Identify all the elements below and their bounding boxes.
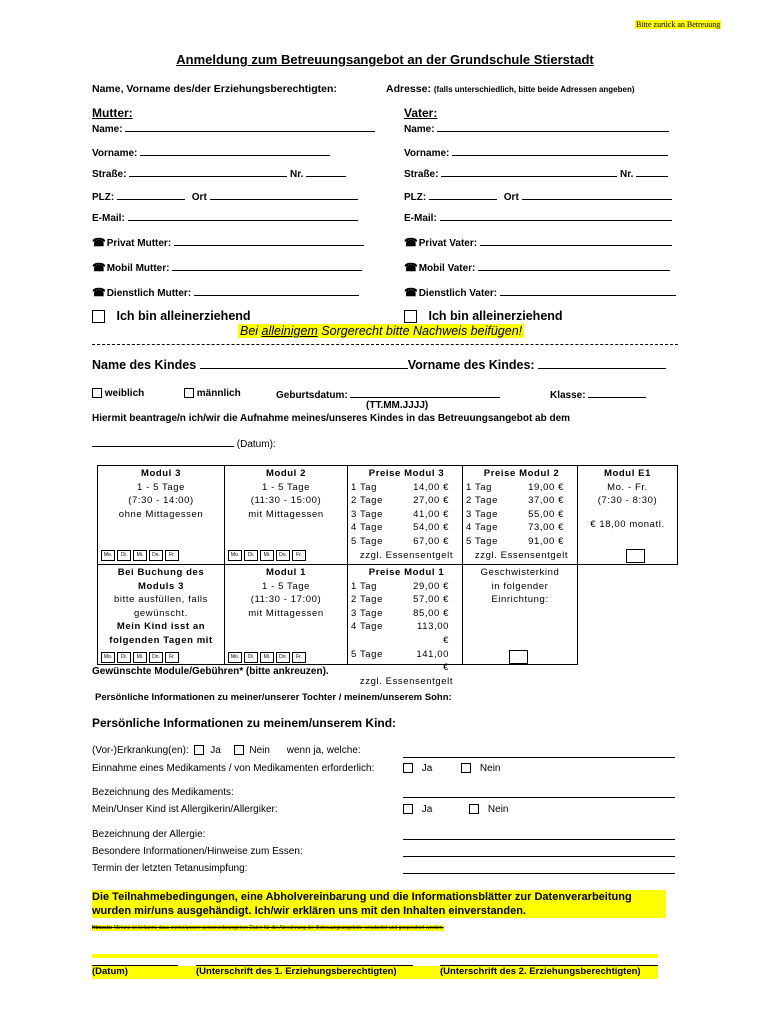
modul3-days [101,550,181,561]
father-privat-label: Privat Vater: [418,238,478,249]
mother-strasse-label: Straße: [92,169,127,180]
preise3-note: zzgl. Essensentgelt [359,549,454,561]
mother-name-row [92,122,375,135]
mother-mobil-label: Mobil Mutter: [106,263,170,274]
mother-nr-label: Nr. [290,169,304,180]
price-value: 27,00 € [413,495,449,507]
mother-allein-row [92,309,251,323]
allergiker-options [403,804,508,815]
price-row [351,607,462,621]
address-label: Adresse: [386,83,431,95]
sorgerecht-note [238,324,524,338]
child-vorname-field[interactable] [538,359,666,369]
bez-allergie-field[interactable] [403,830,675,840]
buchung-cell [97,564,225,665]
sig-1-label: (Unterschrift des 1. Erziehungsberechtigten) [196,966,397,977]
father-privat-row [404,236,672,249]
price-row [466,494,577,508]
pers-info-2: Persönliche Informationen zu meinem/unserem Kind: [92,716,397,730]
datum-row [92,437,276,450]
price-days: 4 Tage [351,522,383,534]
price-value: 67,00 € [413,535,449,547]
price-days: 3 Tage [466,508,498,520]
day-checkbox-do[interactable]: Do. [276,652,290,663]
mother-ort-field[interactable] [210,190,358,200]
datum-field[interactable] [92,437,234,447]
modulE1-line1: Mo. - Fr. [607,481,648,493]
mother-allein-checkbox[interactable] [92,310,105,323]
maennlich-label: männlich [196,388,241,399]
modul1-days [228,652,308,663]
modulE1-price: € 18,00 monatl. [590,518,665,530]
day-checkbox-mi[interactable]: Mi. [133,652,147,663]
mother-name-field[interactable] [125,122,375,132]
preise1-note: zzgl. Essensentgelt [359,675,454,687]
father-mobil-row [404,261,670,274]
erkrankung-label: (Vor-)Erkrankung(en): [92,745,189,756]
buchung-line4: gewünscht. [133,607,189,619]
mother-plz-label: PLZ: [92,192,115,203]
father-allein-label: Ich bin alleinerziehend [428,309,563,323]
allergiker-nein-checkbox[interactable] [469,804,479,814]
father-allein-row [404,309,563,323]
father-nr-field[interactable] [636,167,668,177]
erkrankung-ja-checkbox[interactable] [194,745,204,755]
preise2-title: Preise Modul 2 [483,468,560,479]
phone-icon: ☎ [404,262,418,274]
father-plz-row [404,190,672,203]
hinweis [92,925,444,931]
day-checkbox-fr[interactable]: Fr. [165,652,179,663]
pers-info-1: Persönliche Informationen zu meiner/unserer Tochter / meinem/unserem Sohn: [95,692,452,703]
phone-icon: ☎ [92,237,106,249]
day-checkbox-mo[interactable]: Mo. [228,550,242,561]
price-days: 3 Tage [351,508,383,520]
mother-heading: Mutter: [92,106,133,120]
price-row [351,494,462,508]
price-value: 55,00 € [528,508,564,520]
price-days: 5 Tage [351,535,383,547]
mother-strasse-field[interactable] [129,167,287,177]
mother-vorname-label: Vorname: [92,148,138,159]
mother-plz-row [92,190,358,203]
mother-plz-field[interactable] [117,190,185,200]
modul2-days [228,550,308,561]
allergiker-label: Mein/Unser Kind ist Allergikerin/Allergiker: [92,804,278,815]
geschwister-cell [462,564,578,665]
day-checkbox-mi[interactable]: Mi. [260,652,274,663]
dashed-divider [92,344,678,345]
price-value: 29,00 € [413,580,449,592]
father-email-row [404,211,672,224]
father-vorname-label: Vorname: [404,148,450,159]
modul1-title: Modul 1 [265,567,307,578]
day-checkbox-di[interactable]: Di. [117,550,131,561]
child-vorname-label: Vorname des Kindes: [407,358,535,372]
maennlich-checkbox[interactable] [184,388,194,398]
day-checkbox-di[interactable]: Di. [244,652,258,663]
buchung-line1: Bei Buchung des [117,567,205,578]
price-days: 2 Tage [351,495,383,507]
price-days: 1 Tag [351,481,378,493]
mother-mobil-row [92,261,362,274]
father-email-label: E-Mail: [404,213,437,224]
price-value: 14,00 € [413,481,449,493]
buchung-line6: folgenden Tagen mit [109,634,213,646]
father-email-field[interactable] [440,211,672,221]
father-nr-label: Nr. [620,169,634,180]
father-dienst-row [404,286,676,299]
mother-privat-label: Privat Mutter: [106,238,172,249]
page-title: Anmeldung zum Betreuungsangebot an der Grundschule Stierstadt [176,52,594,67]
essen-label: Besondere Informationen/Hinweise zum Essen: [92,846,303,857]
hinweis-label: Hinweis: [92,925,113,931]
modulE1-cell [577,465,678,565]
sorgerecht-post: Sorgerecht bitte Nachweis beifügen! [317,324,523,338]
price-row [351,648,462,675]
modulE1-title: Modul E1 [603,468,652,479]
price-row [351,535,462,549]
price-days: 2 Tage [466,495,498,507]
geschwister-line1: Geschwisterkind [480,567,560,578]
price-row [351,521,462,535]
father-plz-label: PLZ: [404,192,427,203]
price-row [466,508,577,522]
mother-nr-field[interactable] [306,167,346,177]
day-checkbox-do[interactable]: Do. [149,550,163,561]
day-checkbox-do[interactable]: Do. [149,652,163,663]
father-name-label: Name: [404,124,435,135]
geschwister-line3: Einrichtung: [491,594,549,606]
modul2-line3: mit Mittagessen [248,508,324,520]
price-row [351,580,462,594]
mother-dienst-field[interactable] [194,286,359,296]
father-mobil-field[interactable] [478,261,670,271]
price-row [351,481,462,495]
child-name-label: Name des Kindes [92,358,197,372]
price-row [466,481,577,495]
klasse-label: Klasse: [550,390,586,401]
price-days: 2 Tage [351,594,383,606]
father-name-field[interactable] [437,122,669,132]
phone-icon: ☎ [404,287,418,299]
father-allein-checkbox[interactable] [404,310,417,323]
price-days: 4 Tage [466,522,498,534]
preise2-note: zzgl. Essensentgelt [474,549,569,561]
child-name-field[interactable] [200,359,408,369]
phone-icon: ☎ [92,262,106,274]
price-value: 57,00 € [413,594,449,606]
teilnahme-block [92,890,666,918]
modul3-title: Modul 3 [140,468,182,479]
medikament-options [403,763,500,774]
top-note: Bitte zurück an Betreuung [636,20,721,29]
modulE1-checkbox[interactable] [626,549,645,563]
father-privat-field[interactable] [480,236,672,246]
modul2-line1: 1 - 5 Tage [261,481,311,493]
geschwister-line2: in folgender [491,580,549,592]
weiblich-checkbox[interactable] [92,388,102,398]
day-checkbox-fr[interactable]: Fr. [165,550,179,561]
allergiker-ja-label: Ja [421,804,433,815]
modul1-line3: mit Mittagessen [248,607,324,619]
sorgerecht-emphasis: alleinigem [261,324,318,338]
mother-allein-label: Ich bin alleinerziehend [116,309,251,323]
mother-vorname-field[interactable] [140,146,330,156]
modul3-line3: ohne Mittagessen [118,508,204,520]
medikament-nein-label: Nein [479,763,501,774]
klasse-row [550,388,646,401]
modul3-line1: 1 - 5 Tage [136,481,186,493]
mother-vorname-row [92,146,330,159]
datum-label: (Datum): [236,439,276,450]
father-dienst-field[interactable] [500,286,676,296]
price-value: 54,00 € [413,522,449,534]
modul1-line1: 1 - 5 Tage [261,580,311,592]
medikament-nein-checkbox[interactable] [461,763,471,773]
geburtsdatum-format: (TT.MM.JJJJ) [366,400,429,411]
day-checkbox-mo[interactable]: Mo. [101,550,115,561]
guardian-name-label: Name, Vorname des/der Erziehungsberechtigten: [92,83,337,95]
erkrankung-row [92,745,361,756]
father-ort-label: Ort [503,192,519,203]
father-mobil-label: Mobil Vater: [418,263,476,274]
sig-2-label: (Unterschrift des 2. Erziehungsberechtigten) [440,966,641,977]
price-days: 1 Tag [466,481,493,493]
weiblich-label: weiblich [104,388,145,399]
teilnahme-line2: wurden mir/uns ausgehändigt. Ich/wir erklären uns mit den Inhalten einverstanden. [92,905,526,917]
klasse-field[interactable] [588,388,646,398]
modul3-cell [97,465,225,565]
mother-ort-label: Ort [191,192,207,203]
child-gender-row-2 [184,388,241,399]
day-checkbox-fr[interactable]: Fr. [292,550,306,561]
price-row [351,620,462,647]
bez-medikament-label: Bezeichnung des Medikaments: [92,787,234,798]
essen-field[interactable] [403,847,675,857]
price-value: 91,00 € [528,535,564,547]
medikament-ja-checkbox[interactable] [403,763,413,773]
phone-icon: ☎ [92,287,106,299]
price-days: 5 Tage [351,648,383,660]
modul1-cell [224,564,348,665]
day-checkbox-mo[interactable]: Mo. [101,652,115,663]
bez-medikament-field[interactable] [403,788,675,798]
day-checkbox-di[interactable]: Di. [117,652,131,663]
father-vorname-field[interactable] [452,146,668,156]
buchung-line2: Moduls 3 [138,580,184,592]
day-checkbox-mo[interactable]: Mo. [228,652,242,663]
mother-strasse-row [92,167,346,180]
father-strasse-field[interactable] [441,167,617,177]
medikament-label: Einnahme eines Medikaments / von Medikamenten erforderlich: [92,763,375,774]
day-checkbox-di[interactable]: Di. [244,550,258,561]
child-gender-row [92,388,144,399]
address-hint: (falls unterschiedlich, bitte beide Adressen angeben) [433,85,635,94]
erkrankung-nein-checkbox[interactable] [234,745,244,755]
modul3-line2: (7:30 - 14:00) [128,495,194,507]
day-checkbox-fr[interactable]: Fr. [292,652,306,663]
price-value: 73,00 € [528,522,564,534]
modules-note: Gewünschte Module/Gebühren* (bitte ankreuzen). [92,666,329,677]
day-checkbox-mi[interactable]: Mi. [260,550,274,561]
price-row [466,535,577,549]
price-value: 41,00 € [413,508,449,520]
father-dienst-label: Dienstlich Vater: [418,288,498,299]
preise3-title: Preise Modul 3 [368,468,445,479]
erkrankung-field[interactable] [403,748,675,758]
mother-email-row [92,211,358,224]
geburtsdatum-field[interactable] [350,388,500,398]
geschwister-checkbox[interactable] [509,650,528,664]
modul1-line2: (11:30 - 17:00) [250,594,322,606]
wenn-ja-label: wenn ja, welche: [286,745,361,756]
price-value: 85,00 € [413,607,449,619]
mother-dienst-label: Dienstlich Mutter: [106,288,192,299]
erkrankung-nein-label: Nein [249,745,270,756]
phone-icon: ☎ [404,237,418,249]
price-value: 19,00 € [528,481,564,493]
father-plz-field[interactable] [429,190,497,200]
father-heading: Vater: [404,106,438,120]
price-value: 141,00 € [416,648,449,674]
modul2-cell [224,465,348,565]
sorgerecht-pre: Bei [240,324,262,338]
tetanus-label: Termin der letzten Tetanusimpfung: [92,863,248,874]
price-value: 113,00 € [417,621,449,646]
price-row [351,593,462,607]
price-value: 37,00 € [528,495,564,507]
buchung-line5: Mein Kind isst an [116,621,206,633]
day-checkbox-mi[interactable]: Mi. [133,550,147,561]
child-name-row [92,358,666,372]
bez-allergie-label: Bezeichnung der Allergie: [92,829,206,840]
geburtsdatum-label: Geburtsdatum: [276,390,348,401]
allergiker-ja-checkbox[interactable] [403,804,413,814]
modul2-title: Modul 2 [265,468,307,479]
erkrankung-ja-label: Ja [210,745,221,756]
preise-modul1-cell [347,564,463,687]
request-text: Hiermit beantrage/n ich/wir die Aufnahme meines/unseres Kindes in das Betreuungsangebot ab dem [92,413,571,424]
price-days: 1 Tag [351,580,378,592]
modulE1-line2: (7:30 - 8:30) [597,495,658,507]
mother-email-field[interactable] [128,211,358,221]
preise-modul3-cell [347,465,463,565]
price-days: 3 Tage [351,607,383,619]
day-checkbox-do[interactable]: Do. [276,550,290,561]
teilnahme-line1: Die Teilnahmebedingungen, eine Abholvereinbarung und die Informationsblätter zur Datenverarbeitung [92,891,632,903]
price-row [351,508,462,522]
mother-privat-row [92,236,364,249]
father-vorname-row [404,146,668,159]
father-ort-field[interactable] [522,190,672,200]
address-label-row [386,83,635,95]
mother-name-label: Name: [92,124,123,135]
price-row [466,521,577,535]
father-name-row [404,122,669,135]
medikament-ja-label: Ja [421,763,433,774]
father-strasse-row [404,167,668,180]
sig-datum-label: (Datum) [92,966,128,977]
price-days: 5 Tage [466,535,498,547]
price-days: 4 Tage [351,621,383,633]
modul2-line2: (11:30 - 15:00) [250,495,322,507]
allergiker-nein-label: Nein [487,804,509,815]
father-strasse-label: Straße: [404,169,439,180]
signature-strip [92,954,658,958]
tetanus-field[interactable] [403,864,675,874]
preise-modul2-cell [462,465,578,565]
hinweis-text: Mir/uns ist bekannt, dass meine/unsere personenbezogenen Daten für die Abrechnung der Betreuungsangebote verarbeitet und gespeichert werden. [113,925,444,931]
mother-email-label: E-Mail: [92,213,125,224]
preise1-title: Preise Modul 1 [368,567,445,578]
buchung-days [101,652,181,663]
mother-dienst-row [92,286,359,299]
buchung-line3: bitte ausfüllen, falls [114,594,208,606]
mother-mobil-field[interactable] [172,261,362,271]
mother-privat-field[interactable] [174,236,364,246]
